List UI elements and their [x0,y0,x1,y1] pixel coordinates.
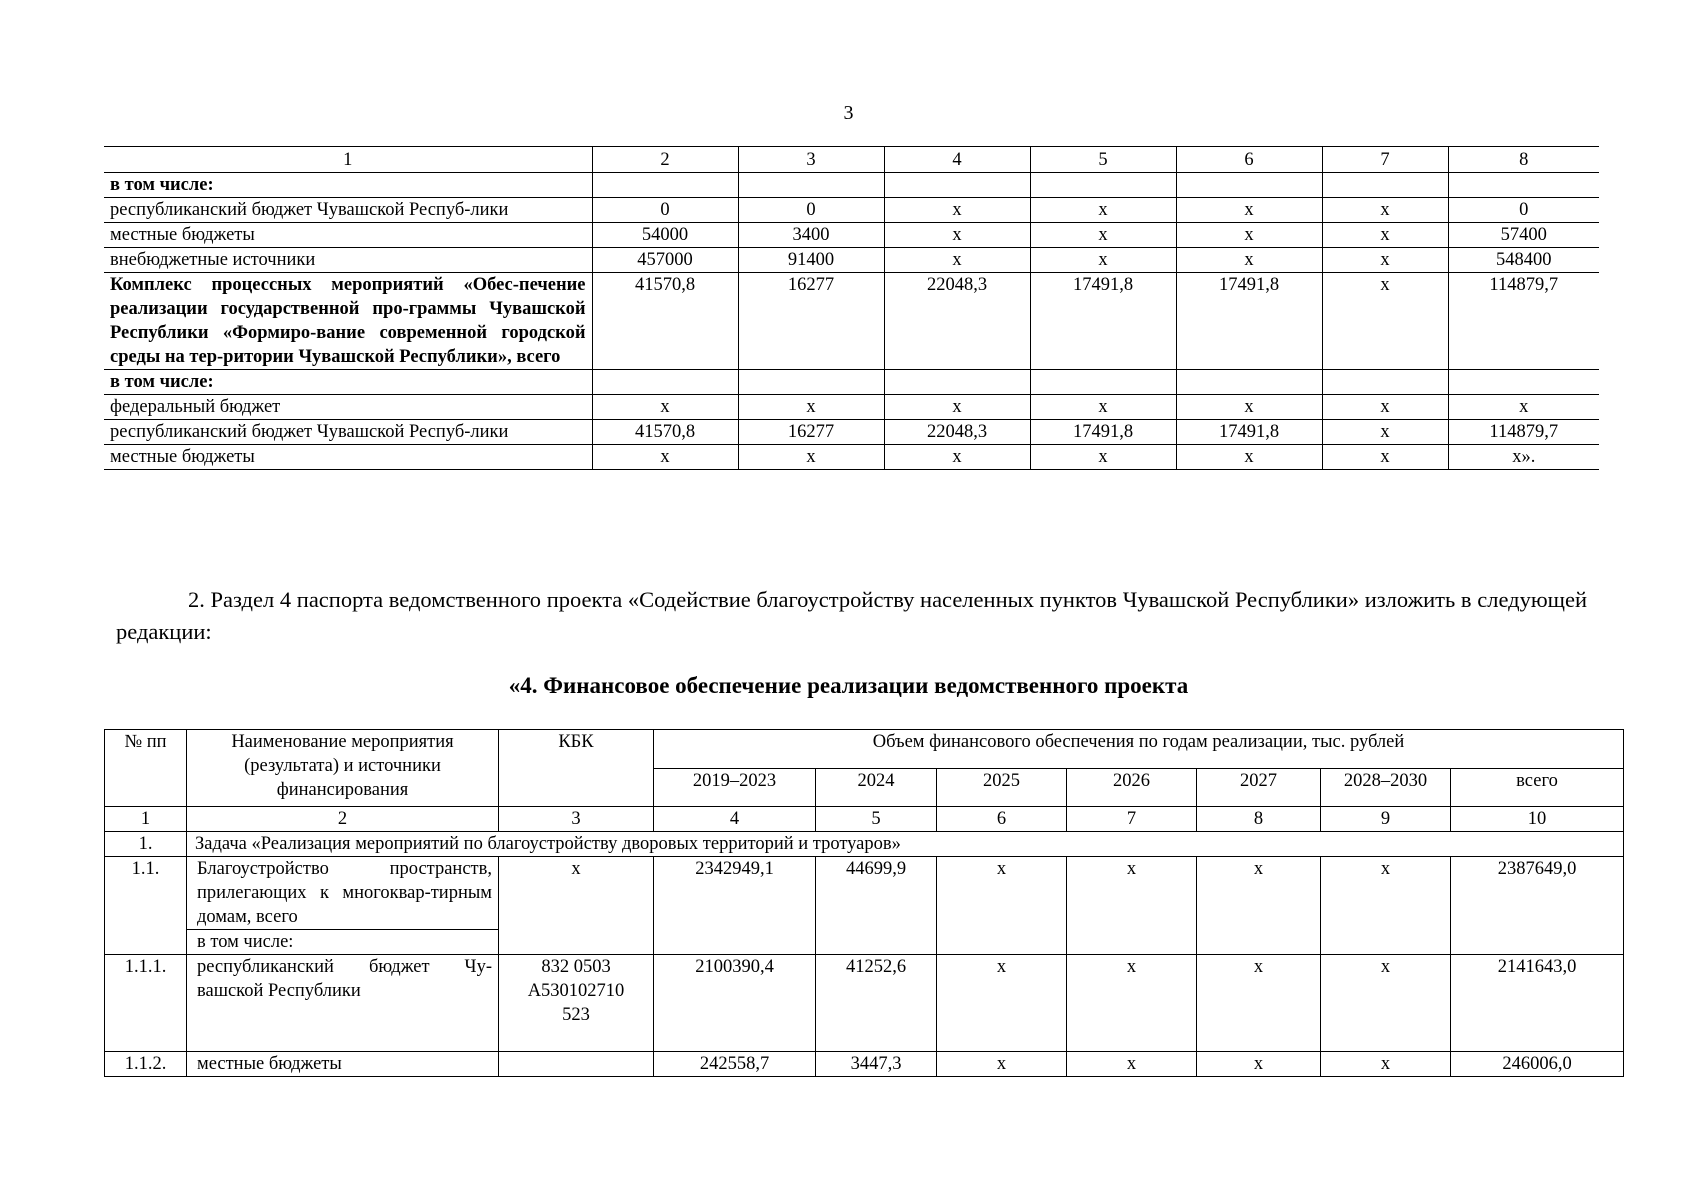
row-value: х [1067,955,1197,1052]
row-total: х [1448,395,1599,420]
row-value: х [1030,395,1176,420]
row-value: х [1322,395,1448,420]
row-kbk: 832 0503 А530102710 523 [499,955,654,1052]
row-value: х [884,223,1030,248]
row-value [1030,173,1176,198]
header-year: 2026 [1067,768,1197,807]
header-year: 2019–2023 [654,768,816,807]
row-total: 114879,7 [1448,273,1599,370]
row-total [1448,173,1599,198]
row-value [884,370,1030,395]
row-label: республиканский бюджет Чувашской Респуб-лики [104,198,592,223]
col-number: 2 [592,147,738,173]
including-label: в том числе: [187,930,499,955]
row-value: х [1030,223,1176,248]
row-value: х [1321,857,1451,930]
row-name: республиканский бюджет Чу-вашской Республики [187,955,499,1052]
col-number: 5 [1030,147,1176,173]
row-value: 457000 [592,248,738,273]
row-total: 548400 [1448,248,1599,273]
table2-row-1-1-1 [105,955,1624,1052]
row-num: 1.1. [105,857,187,930]
row-name: Благоустройство пространств, прилегающих к многоквар-тирным домам, всего [187,857,499,930]
header-year: 2025 [937,768,1067,807]
row-value: 0 [738,198,884,223]
row-value: х [592,395,738,420]
header-year: 2024 [816,768,937,807]
row-value: х [1176,248,1322,273]
col-number: 10 [1451,807,1624,832]
row-value: х [1321,1052,1451,1077]
col-number: 4 [654,807,816,832]
row-value: х [884,445,1030,470]
table2-col-numbers-row [105,807,1624,832]
header-year: 2028–2030 [1321,768,1451,807]
row-total: 2141643,0 [1451,955,1624,1052]
row-total: 0 [1448,198,1599,223]
col-number: 6 [1176,147,1322,173]
financing-table [104,729,1624,1077]
row-value: х [1176,198,1322,223]
row-value: х [1176,223,1322,248]
row-value: х [1322,445,1448,470]
row-value: 41252,6 [816,955,937,1052]
row-value: х [738,445,884,470]
row-value [1322,370,1448,395]
row-value: 3447,3 [816,1052,937,1077]
table1-header-row [104,147,1599,173]
row-value: х [738,395,884,420]
row-value: х [1030,445,1176,470]
row-value: 44699,9 [816,857,937,930]
row-value [738,370,884,395]
row-value: 17491,8 [1030,273,1176,370]
row-value: х [1322,248,1448,273]
row-label: республиканский бюджет Чувашской Респуб-лики [104,420,592,445]
row-value: 17491,8 [1030,420,1176,445]
table1-row [104,370,1599,395]
row-label: внебюджетные источники [104,248,592,273]
col-number: 3 [499,807,654,832]
table1-row [104,395,1599,420]
row-value: 17491,8 [1176,420,1322,445]
row-value [592,173,738,198]
row-value: х [937,1052,1067,1077]
row-value: х [1321,955,1451,1052]
col-number: 2 [187,807,499,832]
row-total: х». [1448,445,1599,470]
col-number: 6 [937,807,1067,832]
row-kbk: х [499,857,654,930]
row-value [738,173,884,198]
row-value: 17491,8 [1176,273,1322,370]
row-value: х [884,198,1030,223]
row-total: 2387649,0 [1451,857,1624,930]
row-value: 22048,3 [884,420,1030,445]
row-label: в том числе: [104,173,592,198]
col-number: 1 [105,807,187,832]
table1-row [104,420,1599,445]
table2-row-1-1-2 [105,1052,1624,1077]
row-value: 41570,8 [592,273,738,370]
row-label: местные бюджеты [104,223,592,248]
row-name: местные бюджеты [187,1052,499,1077]
row-total: 57400 [1448,223,1599,248]
row-value: х [1322,273,1448,370]
budget-table-continued [104,146,1599,470]
row-value: х [884,395,1030,420]
row-value: х [1197,857,1321,930]
row-value: 16277 [738,420,884,445]
row-value [884,173,1030,198]
row-num: 1.1.2. [105,1052,187,1077]
row-value: х [1067,857,1197,930]
col-number: 7 [1322,147,1448,173]
row-value [592,370,738,395]
row-value: 3400 [738,223,884,248]
task-num: 1. [105,832,187,857]
col-number: 8 [1448,147,1599,173]
row-value: х [937,857,1067,930]
table1-row [104,445,1599,470]
row-value: х [1322,223,1448,248]
col-number: 9 [1321,807,1451,832]
col-number: 7 [1067,807,1197,832]
header-year: 2027 [1197,768,1321,807]
row-value: х [1322,198,1448,223]
table2-row-1-1 [105,857,1624,930]
row-value: х [1197,955,1321,1052]
row-value: х [592,445,738,470]
row-value: х [884,248,1030,273]
row-value: 0 [592,198,738,223]
row-value: х [1030,248,1176,273]
row-value: 91400 [738,248,884,273]
page-number: 3 [843,102,854,124]
col-number: 5 [816,807,937,832]
table1-row [104,198,1599,223]
row-value: х [1322,420,1448,445]
col-number: 3 [738,147,884,173]
header-total: всего [1451,768,1624,807]
task-text: Задача «Реализация мероприятий по благоустройству дворовых территорий и тротуаров» [187,832,1624,857]
section-heading: «4. Финансовое обеспечение реализации ведомственного проекта [508,673,1189,698]
table1-row [104,223,1599,248]
row-value: х [1176,395,1322,420]
row-total: 114879,7 [1448,420,1599,445]
row-num: 1.1.1. [105,955,187,1052]
table2-task-row [105,832,1624,857]
row-value: 22048,3 [884,273,1030,370]
row-value [1176,370,1322,395]
table1-row [104,173,1599,198]
row-total: 246006,0 [1451,1052,1624,1077]
header-num: № пп [105,730,187,807]
table2-header-row-1 [105,730,1624,769]
row-label: Комплекс процессных мероприятий «Обес-печение реализации государственной про-граммы Чувашской Республики «Формиро-вание современной городской среды на тер-ритории Чувашской Республики», всего [104,273,592,370]
amendment-paragraph: 2. Раздел 4 паспорта ведомственного проекта «Содействие благоустройству населенных пунктов Чувашской Республики» изложить в следующей редакции: [116,587,1587,644]
row-value: 41570,8 [592,420,738,445]
row-value [1322,173,1448,198]
row-value: 2342949,1 [654,857,816,930]
row-value: 16277 [738,273,884,370]
col-number: 8 [1197,807,1321,832]
row-kbk [499,1052,654,1077]
header-kbk: КБК [499,730,654,807]
col-number: 4 [884,147,1030,173]
row-value [1030,370,1176,395]
row-total [1448,370,1599,395]
row-label: местные бюджеты [104,445,592,470]
row-value: 2100390,4 [654,955,816,1052]
row-value: х [1176,445,1322,470]
col-number: 1 [104,147,592,173]
header-name: Наименование мероприятия (результата) и источники финансирования [187,730,499,807]
row-value: 242558,7 [654,1052,816,1077]
row-label: в том числе: [104,370,592,395]
row-value: 54000 [592,223,738,248]
row-label: федеральный бюджет [104,395,592,420]
row-value: х [937,955,1067,1052]
table2-including-row [105,930,1624,955]
header-volume: Объем финансового обеспечения по годам реализации, тыс. рублей [654,730,1624,769]
row-value: х [1030,198,1176,223]
row-value: х [1067,1052,1197,1077]
row-value [1176,173,1322,198]
row-value: х [1197,1052,1321,1077]
table1-row [104,273,1599,370]
table1-row [104,248,1599,273]
